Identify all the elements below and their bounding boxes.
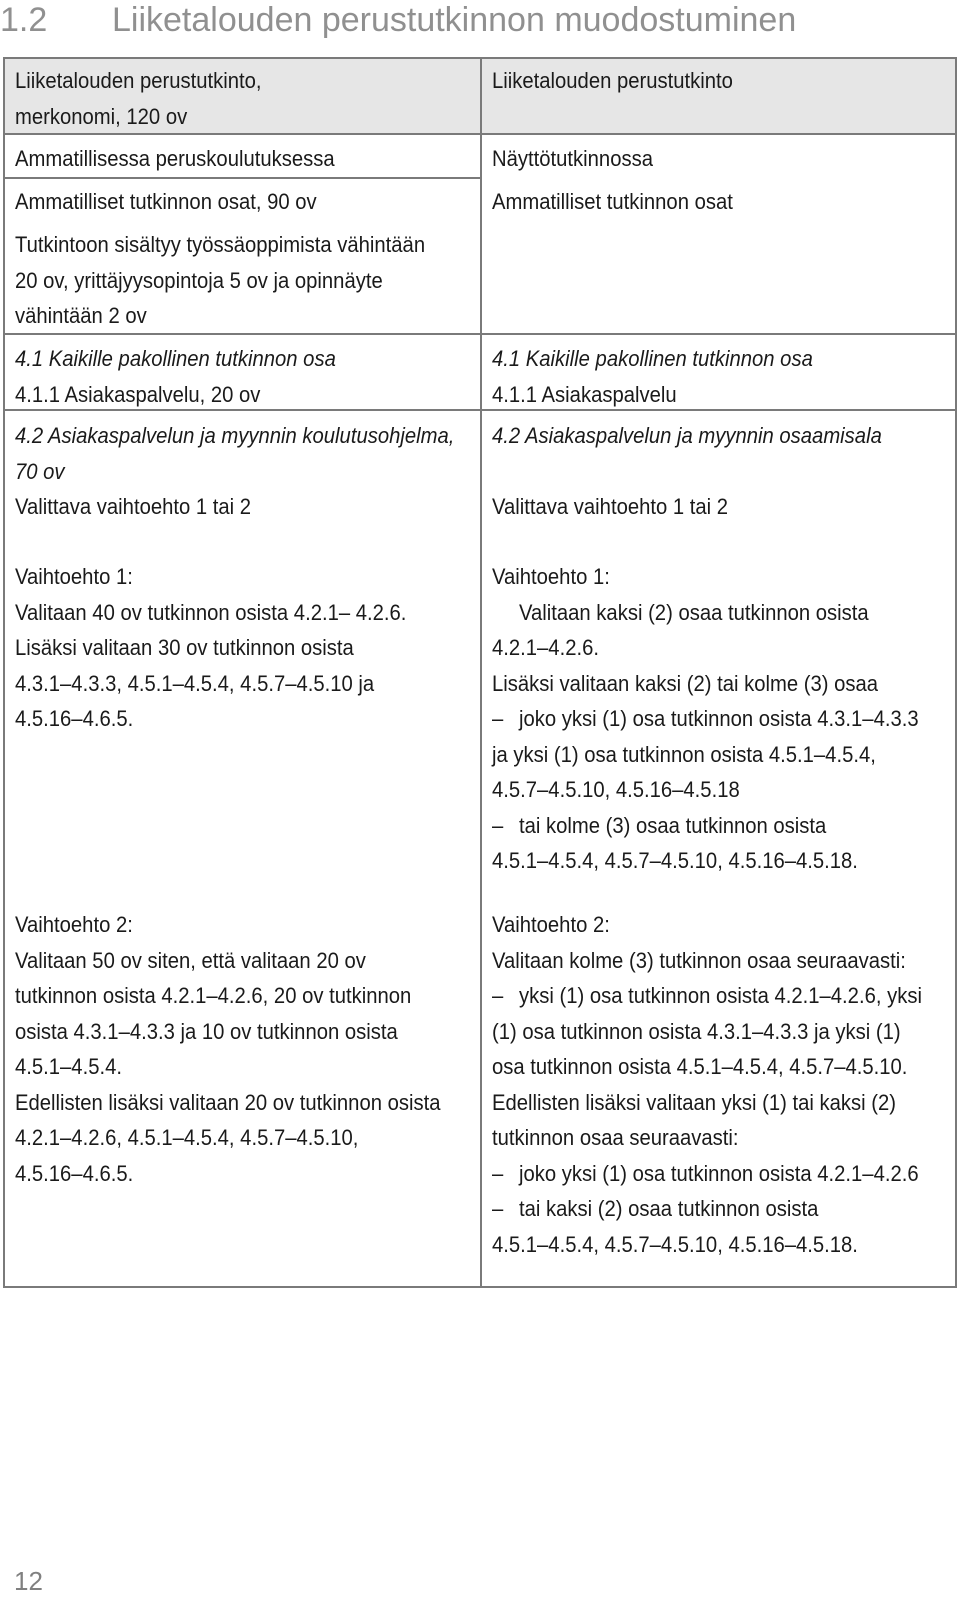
left-option-2: Vaihtoehto 2: Valitaan 50 ov siten, että valitaan 20 ov tutkinnon osista 4.2.1–4.2.6, 20 ov tutkinnon osista 4.3.1–4.3.3 ja 10 ov tutkinnon osista 4.5.1–4.5.4. Edellisten lisäksi valitaan 20 ov tutkinnon osista 4.2.1–4.2.6, 4.5.1–4.5.4, 4.5.7–4.5.10, 4.5.16–4.6.5.: [15, 907, 475, 1191]
page-title: [0, 0, 960, 44]
right-choice: Valittava vaihtoehto 1 tai 2: [492, 494, 729, 519]
option-line: Lisäksi valitaan kaksi (2) tai kolme (3) osaa: [492, 670, 879, 696]
left-mandatory: [15, 341, 475, 412]
right-option-1: [492, 559, 952, 879]
option-line: – joko yksi (1) osa tutkinnon osista 4.2.1–4.2.6: [492, 1156, 906, 1192]
dash-bullet: –: [492, 1196, 504, 1221]
option-line: 4.2.1–4.2.6.: [492, 635, 599, 660]
option-line: 4.5.7–4.5.10, 4.5.16–4.5.18: [492, 777, 740, 802]
right-context: Näyttötutkinnossa: [492, 146, 653, 171]
left-header-line: Liiketalouden perustutkinto,: [15, 68, 262, 93]
right-option-2-label: Vaihtoehto 2:: [492, 912, 610, 937]
option-line: osa tutkinnon osista 4.5.1–4.5.4, 4.5.7–4.5.10.: [492, 1054, 908, 1079]
left-option-2-label: Vaihtoehto 2:: [15, 912, 133, 937]
section-title: Liiketalouden perustutkinnon muodostuminen: [112, 1, 797, 39]
row-divider: [5, 177, 480, 179]
left-header-line: merkonomi, 120 ov: [15, 103, 188, 129]
option-line: 4.5.1–4.5.4, 4.5.7–4.5.10, 4.5.16–4.5.18.: [492, 848, 858, 873]
page-number: 12: [14, 1566, 43, 1596]
option-line: ja yksi (1) osa tutkinnon osista 4.5.1–4.5.4,: [492, 741, 876, 767]
dash-bullet: –: [492, 706, 504, 731]
column-divider: [480, 59, 482, 1286]
right-option-2: [492, 907, 952, 1262]
option-line: tutkinnon osaa seuraavasti:: [492, 1125, 739, 1150]
option-line: – tai kaksi (2) osaa tutkinnon osista: [492, 1191, 906, 1227]
section-number: 1.2: [0, 1, 48, 39]
option-line: – yksi (1) osa tutkinnon osista 4.2.1–4.2.6, yksi: [492, 978, 906, 1014]
right-option-1-label: Vaihtoehto 1:: [492, 564, 610, 589]
left-header: [15, 63, 475, 134]
left-option-1: Vaihtoehto 1: Valitaan 40 ov tutkinnon osista 4.2.1– 4.2.6. Lisäksi valitaan 30 ov tutkinnon osista 4.3.1–4.3.3, 4.5.1–4.5.4, 4.5.7–4.5.10 ja 4.5.16–4.6.5.: [15, 559, 475, 737]
left-mandatory-heading: 4.1 Kaikille pakollinen tutkinnon osa: [15, 346, 336, 371]
left-mandatory-item: 4.1.1 Asiakaspalvelu, 20 ov: [15, 381, 261, 407]
left-note: Tutkintoon sisältyy työssäoppimista vähintään 20 ov, yrittäjyysopintoja 5 ov ja opinnäyte vähintään 2 ov: [15, 232, 426, 328]
dash-bullet: –: [492, 1160, 504, 1186]
option-line: – joko yksi (1) osa tutkinnon osista 4.3.1–4.3.3: [492, 701, 906, 737]
option-line: Valitaan kolme (3) tutkinnon osaa seuraavasti:: [492, 947, 906, 973]
option-line: 4.5.1–4.5.4, 4.5.7–4.5.10, 4.5.16–4.5.18.: [492, 1231, 858, 1257]
right-programme: 4.2 Asiakaspalvelun ja myynnin osaamisala: [492, 423, 882, 448]
option-line: (1) osa tutkinnon osista 4.3.1–4.3.3 ja yksi (1): [492, 1018, 901, 1044]
right-header: Liiketalouden perustutkinto: [492, 68, 733, 93]
option-line: Edellisten lisäksi valitaan yksi (1) tai kaksi (2): [492, 1089, 897, 1115]
dash-bullet: –: [492, 983, 504, 1008]
right-mandatory-item: 4.1.1 Asiakaspalvelu: [492, 381, 677, 407]
dash-bullet: –: [492, 812, 504, 838]
option-line: Valitaan kaksi (2) osaa tutkinnon osista: [519, 599, 869, 625]
left-programme: 4.2 Asiakaspalvelun ja myynnin koulutusohjelma, 70 ov Valittava vaihtoehto 1 tai 2: [15, 418, 475, 525]
right-mandatory: [492, 341, 952, 412]
left-option-1-label: Vaihtoehto 1:: [15, 564, 133, 589]
right-parts: Ammatilliset tutkinnon osat: [492, 189, 733, 214]
left-context: Ammatillisessa peruskoulutuksessa: [15, 146, 335, 171]
comparison-table: [3, 57, 957, 1288]
option-line: – tai kolme (3) osaa tutkinnon osista: [492, 808, 906, 844]
left-parts: Ammatilliset tutkinnon osat, 90 ov: [15, 189, 317, 214]
left-choice: Valittava vaihtoehto 1 tai 2: [15, 494, 252, 519]
right-mandatory-heading: 4.1 Kaikille pakollinen tutkinnon osa: [492, 346, 813, 371]
